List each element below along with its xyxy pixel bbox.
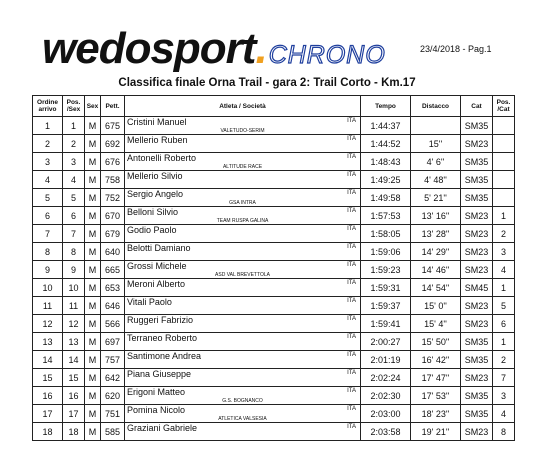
cell-cat: SM23 [461,315,493,333]
athlete-name: Sergio Angelo [127,189,184,199]
cell-distacco: 17' 47'' [411,369,461,387]
table-row [33,207,515,225]
cell-pos-sex: 10 [63,279,85,297]
cell-distacco: 19' 21'' [411,423,461,441]
cell-pos-sex: 11 [63,297,85,315]
cell-atleta [125,189,361,207]
cell-ordine: 18 [33,423,63,441]
cell-distacco: 15' 0'' [411,297,461,315]
cell-pos-sex: 14 [63,351,85,369]
athlete-name: Ruggeri Fabrizio [127,315,194,325]
cell-pos-sex: 16 [63,387,85,405]
cell-distacco: 18' 23'' [411,405,461,423]
athlete-name: Cristini Manuel [127,117,187,127]
cell-cat: SM35 [461,333,493,351]
cell-pett: 758 [101,171,125,189]
cell-pett: 566 [101,315,125,333]
cell-pett: 620 [101,387,125,405]
col-header-atleta: Atleta / Società [125,96,361,117]
cell-ordine: 6 [33,207,63,225]
cell-ordine: 10 [33,279,63,297]
cell-sex: M [85,171,101,189]
cell-sex: M [85,207,101,225]
athlete-club: GSA INTRA [229,200,256,206]
cell-atleta [125,423,361,441]
cell-pos-cat: 4 [493,405,515,423]
cell-pos-cat: 8 [493,423,515,441]
cell-ordine: 3 [33,153,63,171]
cell-tempo: 1:49:25 [361,171,411,189]
cell-tempo: 2:00:27 [361,333,411,351]
athlete-name: Belloni Silvio [127,207,179,217]
athlete-nationality: ITA [347,208,356,214]
cell-pett: 653 [101,279,125,297]
athlete-club: TEAM RUSPA GALINA [216,218,269,224]
athlete-name: Graziani Gabriele [127,423,198,433]
cell-distacco: 14' 29'' [411,243,461,261]
cell-tempo: 1:58:05 [361,225,411,243]
cell-pos-cat: 6 [493,315,515,333]
athlete-nationality: ITA [347,118,356,124]
athlete-club: VALETUDO-SERIM [220,128,265,134]
cell-atleta [125,135,361,153]
cell-cat: SM23 [461,261,493,279]
cell-cat: SM23 [461,243,493,261]
athlete-club: ATLETICA VALSESIA [218,416,267,422]
athlete-name: Godio Paolo [127,225,177,235]
cell-pos-sex: 13 [63,333,85,351]
athlete-nationality: ITA [347,424,356,430]
cell-pos-sex: 7 [63,225,85,243]
cell-sex: M [85,387,101,405]
athlete-nationality: ITA [347,136,356,142]
table-row [33,315,515,333]
cell-pett: 646 [101,297,125,315]
cell-ordine: 11 [33,297,63,315]
cell-tempo: 1:59:23 [361,261,411,279]
athlete-nationality: ITA [347,334,356,340]
cell-distacco: 17' 53'' [411,387,461,405]
cell-distacco: 13' 16'' [411,207,461,225]
athlete-nationality: ITA [347,280,356,286]
cell-pos-cat [493,189,515,207]
cell-distacco: 15' 4'' [411,315,461,333]
cell-sex: M [85,135,101,153]
cell-sex: M [85,315,101,333]
athlete-name: Mellerio Ruben [127,135,188,145]
cell-cat: SM23 [461,207,493,225]
cell-pos-cat [493,153,515,171]
athlete-nationality: ITA [347,370,356,376]
cell-pos-cat: 7 [493,369,515,387]
table-row [33,135,515,153]
cell-cat: SM35 [461,387,493,405]
cell-distacco [411,117,461,135]
athlete-nationality: ITA [347,190,356,196]
cell-ordine: 9 [33,261,63,279]
cell-distacco: 4' 48'' [411,171,461,189]
athlete-nationality: ITA [347,172,356,178]
cell-atleta [125,351,361,369]
cell-cat: SM23 [461,423,493,441]
cell-atleta [125,243,361,261]
athlete-name: Vitali Paolo [127,297,172,307]
cell-distacco: 16' 42'' [411,351,461,369]
athlete-club: ALTITUDE RACE [222,164,263,170]
cell-tempo: 1:59:31 [361,279,411,297]
logo-chrono: CHRONO [268,41,386,69]
athlete-nationality: ITA [347,298,356,304]
cell-tempo: 2:03:58 [361,423,411,441]
cell-sex: M [85,243,101,261]
cell-pos-sex: 3 [63,153,85,171]
cell-pett: 757 [101,351,125,369]
table-row [33,261,515,279]
cell-atleta [125,405,361,423]
cell-sex: M [85,405,101,423]
cell-pos-sex: 5 [63,189,85,207]
cell-cat: SM35 [461,171,493,189]
athlete-nationality: ITA [347,316,356,322]
cell-distacco: 14' 46'' [411,261,461,279]
logo-wedosport: wedosport [42,24,256,73]
cell-sex: M [85,297,101,315]
athlete-name: Antonelli Roberto [127,153,197,163]
athlete-nationality: ITA [347,154,356,160]
table-row [33,297,515,315]
cell-distacco: 15' 50'' [411,333,461,351]
cell-pett: 585 [101,423,125,441]
cell-ordine: 16 [33,387,63,405]
table-row [33,225,515,243]
cell-pos-cat: 5 [493,297,515,315]
cell-atleta [125,117,361,135]
cell-atleta [125,225,361,243]
cell-pos-cat: 2 [493,351,515,369]
col-header-pett: Pett. [101,96,125,117]
cell-tempo: 1:59:06 [361,243,411,261]
logo-dot: . [255,24,267,73]
cell-pos-cat: 1 [493,279,515,297]
cell-atleta [125,261,361,279]
cell-sex: M [85,423,101,441]
cell-sex: M [85,261,101,279]
cell-atleta [125,153,361,171]
cell-cat: SM23 [461,225,493,243]
cell-pos-sex: 8 [63,243,85,261]
cell-sex: M [85,333,101,351]
cell-pett: 670 [101,207,125,225]
cell-ordine: 1 [33,117,63,135]
athlete-name: Pomina Nicolo [127,405,186,415]
cell-atleta [125,297,361,315]
cell-pos-sex: 15 [63,369,85,387]
athlete-name: Grossi Michele [127,261,187,271]
cell-pos-cat: 1 [493,207,515,225]
cell-ordine: 17 [33,405,63,423]
athlete-club: G.S. BOGNANCO [222,398,263,404]
cell-ordine: 7 [33,225,63,243]
cell-cat: SM23 [461,135,493,153]
cell-pett: 692 [101,135,125,153]
cell-sex: M [85,279,101,297]
cell-pos-sex: 17 [63,405,85,423]
cell-sex: M [85,351,101,369]
cell-tempo: 2:02:24 [361,369,411,387]
col-header-tempo: Tempo [361,96,411,117]
cell-distacco: 14' 54'' [411,279,461,297]
col-header-pos-sex: Pos. /Sex [63,96,85,117]
cell-pos-cat: 4 [493,261,515,279]
cell-pos-cat: 3 [493,243,515,261]
cell-pett: 640 [101,243,125,261]
cell-ordine: 5 [33,189,63,207]
cell-pos-cat [493,117,515,135]
cell-pett: 697 [101,333,125,351]
cell-cat: SM23 [461,297,493,315]
athlete-name: Piana Giuseppe [127,369,192,379]
cell-tempo: 2:01:19 [361,351,411,369]
cell-atleta [125,315,361,333]
cell-pos-sex: 6 [63,207,85,225]
cell-ordine: 2 [33,135,63,153]
cell-atleta [125,171,361,189]
cell-cat: SM35 [461,189,493,207]
cell-atleta [125,279,361,297]
cell-pos-cat: 2 [493,225,515,243]
cell-pos-cat [493,171,515,189]
athlete-nationality: ITA [347,244,356,250]
cell-cat: SM45 [461,279,493,297]
cell-pos-sex: 2 [63,135,85,153]
cell-pett: 676 [101,153,125,171]
cell-cat: SM35 [461,153,493,171]
cell-pett: 752 [101,189,125,207]
athlete-name: Santimone Andrea [127,351,202,361]
table-row [33,369,515,387]
cell-atleta [125,207,361,225]
cell-pett: 679 [101,225,125,243]
athlete-nationality: ITA [347,352,356,358]
athlete-club: ASD VAL BREVETTOLA [215,272,270,278]
cell-pett: 675 [101,117,125,135]
table-row [33,351,515,369]
cell-pos-sex: 18 [63,423,85,441]
col-header-ordine: Ordine arrivo [33,96,63,117]
table-row [33,279,515,297]
results-body [33,117,515,441]
cell-pett: 665 [101,261,125,279]
cell-pett: 642 [101,369,125,387]
cell-pos-cat: 3 [493,387,515,405]
results-table [32,95,515,441]
cell-sex: M [85,225,101,243]
col-header-distacco: Distacco [411,96,461,117]
cell-tempo: 1:59:41 [361,315,411,333]
athlete-nationality: ITA [347,262,356,268]
table-row [33,153,515,171]
cell-cat: SM35 [461,117,493,135]
cell-distacco: 4' 6'' [411,153,461,171]
cell-tempo: 1:59:37 [361,297,411,315]
cell-ordine: 15 [33,369,63,387]
cell-tempo: 1:44:52 [361,135,411,153]
cell-atleta [125,369,361,387]
cell-tempo: 1:57:53 [361,207,411,225]
table-row [33,171,515,189]
athlete-nationality: ITA [347,388,356,394]
cell-distacco: 5' 21'' [411,189,461,207]
table-header-row [33,96,515,117]
page-title: Classifica finale Orna Trail - gara 2: Trail Corto - Km.17 [118,77,416,89]
athlete-name: Meroni Alberto [127,279,186,289]
cell-ordine: 14 [33,351,63,369]
col-header-cat: Cat [461,96,493,117]
cell-pos-sex: 1 [63,117,85,135]
cell-cat: SM35 [461,405,493,423]
cell-sex: M [85,189,101,207]
cell-pos-sex: 9 [63,261,85,279]
cell-pos-sex: 4 [63,171,85,189]
cell-tempo: 1:48:43 [361,153,411,171]
athlete-name: Terraneo Roberto [127,333,198,343]
athlete-nationality: ITA [347,406,356,412]
table-row [33,333,515,351]
cell-sex: M [85,369,101,387]
cell-ordine: 13 [33,333,63,351]
cell-tempo: 2:02:30 [361,387,411,405]
cell-ordine: 12 [33,315,63,333]
table-row [33,117,515,135]
cell-sex: M [85,153,101,171]
cell-tempo: 2:03:00 [361,405,411,423]
table-row [33,423,515,441]
cell-tempo: 1:44:37 [361,117,411,135]
cell-cat: SM35 [461,351,493,369]
table-row [33,387,515,405]
athlete-name: Mellerio Silvio [127,171,183,181]
athlete-name: Belotti Damiano [127,243,191,253]
athlete-nationality: ITA [347,226,356,232]
table-row [33,405,515,423]
date-page: 23/4/2018 - Pag.1 [420,44,492,54]
cell-sex: M [85,117,101,135]
cell-pos-cat [493,135,515,153]
wedosport-chrono-logo [42,24,386,74]
cell-atleta [125,333,361,351]
table-row [33,243,515,261]
col-header-pos-cat: Pos. /Cat [493,96,515,117]
athlete-name: Erigoni Matteo [127,387,186,397]
cell-pett: 751 [101,405,125,423]
cell-ordine: 8 [33,243,63,261]
cell-distacco: 15'' [411,135,461,153]
cell-tempo: 1:49:58 [361,189,411,207]
table-row [33,189,515,207]
col-header-sex: Sex [85,96,101,117]
cell-ordine: 4 [33,171,63,189]
cell-atleta [125,387,361,405]
cell-cat: SM23 [461,369,493,387]
cell-pos-sex: 12 [63,315,85,333]
cell-pos-cat: 1 [493,333,515,351]
cell-distacco: 13' 28'' [411,225,461,243]
